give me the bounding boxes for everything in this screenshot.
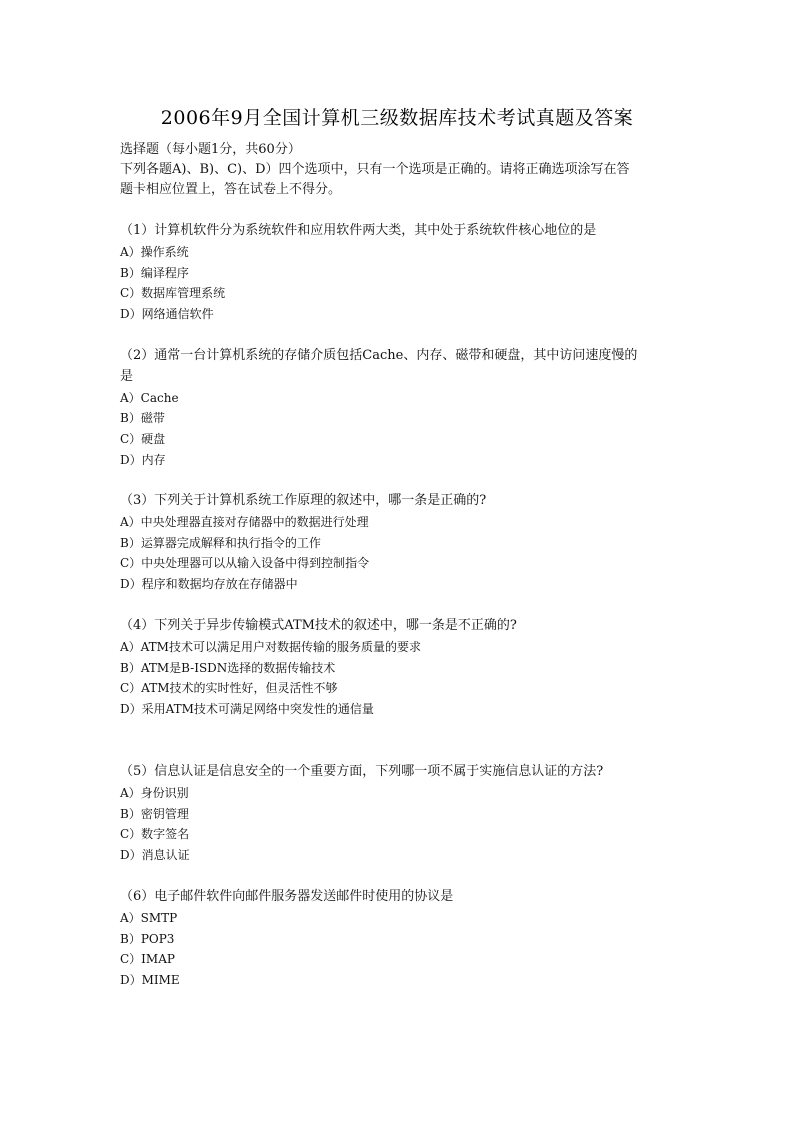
instructions-line-1: 下列各题A)、B)、C)、D）四个选项中，只有一个选项是正确的。请将正确选项涂写在答 — [120, 162, 630, 177]
option-a: A）SMTP — [120, 910, 178, 925]
question-5 — [120, 762, 680, 866]
option-d: D）消息认证 — [120, 848, 190, 863]
option-b: B）磁带 — [120, 411, 165, 426]
question-stem-continued: 是 — [120, 368, 134, 384]
option-c: C）IMAP — [120, 952, 175, 967]
option-c: C）数字签名 — [120, 827, 190, 842]
option-a: A）Cache — [120, 390, 179, 405]
option-d: D）网络通信软件 — [120, 307, 214, 322]
question-2 — [120, 346, 680, 471]
option-c: C）ATM技术的实时性好，但灵活性不够 — [120, 681, 338, 696]
instructions-line-2: 题卡相应位置上，答在试卷上不得分。 — [120, 182, 342, 197]
option-a: A）操作系统 — [120, 244, 189, 259]
option-d: D）内存 — [120, 452, 166, 467]
question-stem: （4）下列关于异步传输模式ATM技术的叙述中，哪一条是不正确的? — [120, 618, 517, 633]
question-stem: （3）下列关于计算机系统工作原理的叙述中，哪一条是正确的? — [120, 493, 487, 508]
option-d: D）MIME — [120, 973, 180, 988]
option-b: B）运算器完成解释和执行指令的工作 — [120, 535, 321, 550]
question-stem: （2）通常一台计算机系统的存储介质包括Cache、内存、磁带和硬盘，其中访问速度慢的 — [120, 348, 638, 363]
question-stem: （5）信息认证是信息安全的一个重要方面，下列哪一项不属于实施信息认证的方法? — [120, 764, 604, 779]
question-4 — [120, 616, 680, 720]
question-1 — [120, 221, 680, 325]
option-d: D）程序和数据均存放在存储器中 — [120, 577, 298, 592]
question-3 — [120, 491, 680, 595]
option-c: C）中央处理器可以从输入设备中得到控制指令 — [120, 556, 370, 571]
option-b: B）编译程序 — [120, 265, 189, 280]
question-stem: （1）计算机软件分为系统软件和应用软件两大类，其中处于系统软件核心地位的是 — [120, 223, 597, 238]
option-a: A）ATM技术可以满足用户对数据传输的服务质量的要求 — [120, 639, 421, 654]
question-6 — [120, 887, 680, 991]
option-d: D）采用ATM技术可满足网络中突发性的通信量 — [120, 702, 374, 717]
section-heading: 选择题（每小题1分，共60分） — [120, 142, 301, 157]
section-intro — [120, 140, 680, 200]
option-c: C）数据库管理系统 — [120, 286, 226, 301]
question-stem: （6）电子邮件软件向邮件服务器发送邮件时使用的协议是 — [120, 889, 454, 904]
option-b: B）密钥管理 — [120, 806, 189, 821]
option-b: B）ATM是B-ISDN选择的数据传输技术 — [120, 660, 336, 675]
option-b: B）POP3 — [120, 931, 175, 946]
option-c: C）硬盘 — [120, 432, 166, 447]
page-title: 2006年9月全国计算机三级数据库技术考试真题及答案 — [160, 107, 634, 129]
option-a: A）中央处理器直接对存储器中的数据进行处理 — [120, 514, 369, 529]
option-a: A）身份识别 — [120, 785, 189, 800]
